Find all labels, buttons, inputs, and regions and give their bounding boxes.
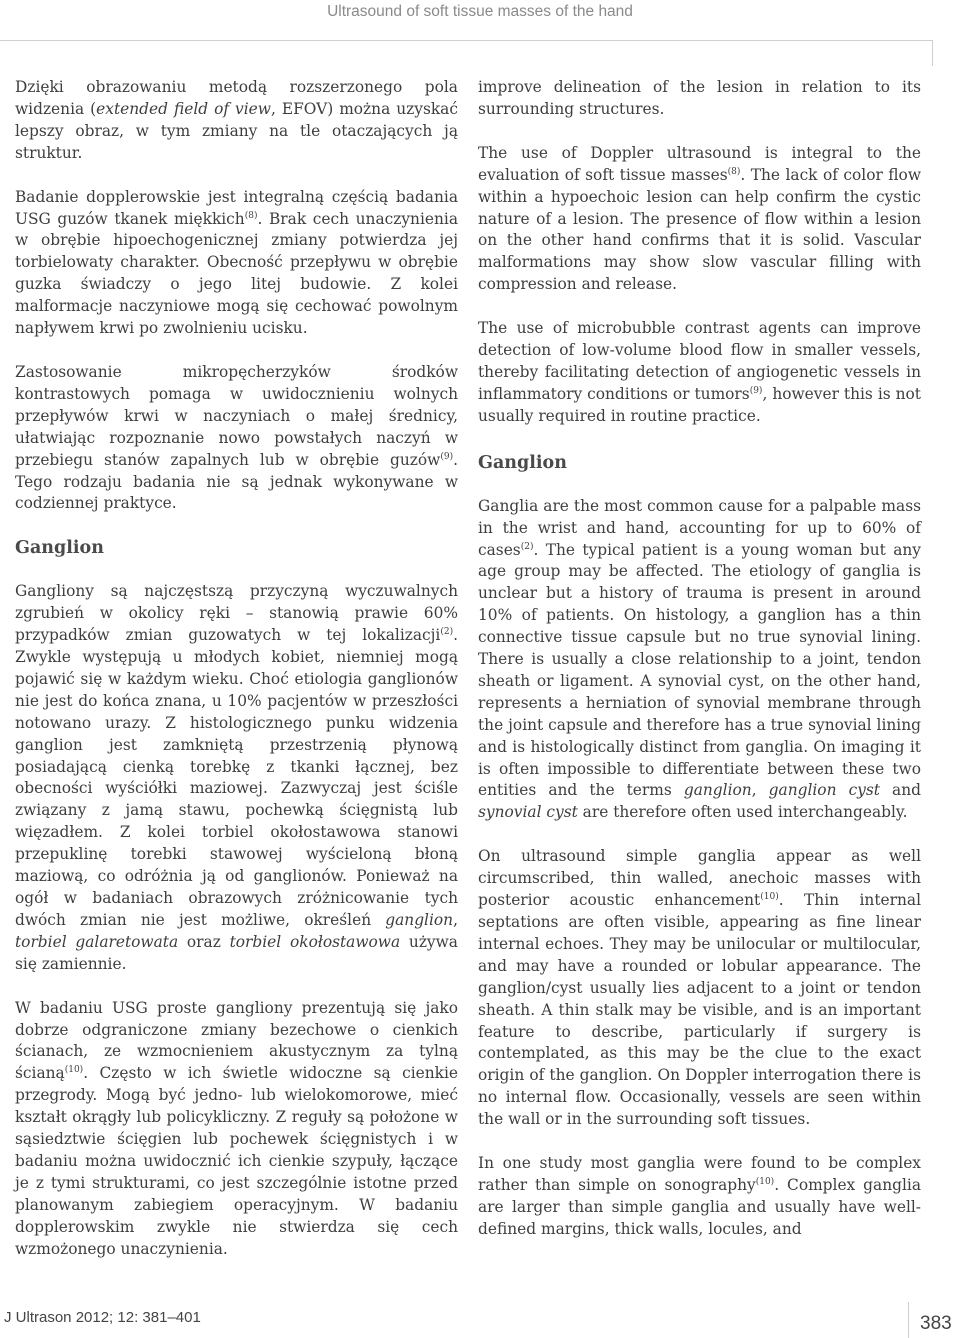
page-number: 383	[920, 1313, 952, 1334]
running-title: Ultrasound of soft tissue masses of the hand	[327, 3, 633, 20]
header-rule-corner	[932, 40, 933, 66]
paragraph: improve delineation of the lesion in relation to its surrounding structures.	[478, 78, 921, 118]
paragraph: In one study most ganglia were found to be complex rather than simple on sonography$^{(10)}$. Complex ganglia are larger than simple ganglia and usually have well-defined margins, thick walls, locules, and	[478, 1154, 921, 1238]
section-heading: Ganglion	[15, 538, 104, 559]
citation-ref: (8)	[727, 166, 741, 177]
journal-citation: J Ultrason 2012; 12: 381–401	[4, 1309, 201, 1326]
paragraph: Zastosowanie mikropęcherzyków środków kontrastowych pomaga w uwidocznieniu wolnych przepływów krwi w naczyniach o małej średnicy, ułatwiając rozpoznanie nowo powstałych naczyń w przebiegu stanów zapalnych lub w obrębie guzów$^{(9)}$. Tego rodzaju badania nie są jednak wykonywane w codziennej praktyce.	[15, 362, 458, 513]
citation-ref: (8)	[244, 210, 258, 221]
citation-ref: (10)	[760, 892, 779, 903]
paragraph: W badaniu USG proste gangliony prezentują się jako dobrze odgraniczone zmiany bezechowe o cienkich ścianach, ze wzmocnieniem akustycznym za tylną ścianą$^{(10)}$. Często w ich świetle widoczne są cienkie przegrody. Mogą być jedno- lub wielokomorowe, mieć kształt okrągły lub policykliczny. Z reguły są położone w sąsiedztwie ścięgien lub pochewek ścięgnistych i w badaniu można uwidocznić ich cienkie szypuły, łączące je z tymi strukturami, co jest szczególnie istotne przed planowanym zabiegiem operacyjnym. W badaniu dopplerowskim zwykle nie stwierdza się cech wzmożonego unaczynienia.	[15, 998, 458, 1258]
section-heading: Ganglion	[478, 452, 567, 473]
right-column	[478, 77, 921, 1263]
citation-ref: (9)	[440, 451, 454, 462]
citation-ref: (9)	[749, 385, 763, 396]
paragraph: On ultrasound simple ganglia appear as well circumscribed, thin walled, anechoic masses with posterior acoustic enhancement$^{(10)}$. Thin internal septations are often visible, appearing as fine linear internal echoes. They may be unilocular or multilocular, and may have a rounded or lobular appearance. The ganglion/cyst usually lies adjacent to a joint or tendon sheath. A thin stalk may be visible, and is an important feature to describe, particularly if surgery is contemplated, as this may be the clue to the exact origin of the ganglion. On Doppler interrogation there is no internal flow. Occasionally, vessels are seen within the wall or in the surrounding soft tissues.	[478, 847, 921, 1129]
header-rule	[0, 40, 932, 41]
citation-ref: (2)	[520, 541, 534, 552]
citation-ref: (2)	[440, 627, 454, 638]
citation-ref: (10)	[64, 1065, 84, 1076]
citation-ref: (10)	[755, 1176, 775, 1187]
paragraph: Dzięki obrazowaniu metodą rozszerzonego pola widzenia (extended field of view, EFOV) można uzyskać lepszy obraz, w tym zmiany na tle otaczających ją struktur.	[15, 78, 458, 162]
paragraph: Gangliony są najczęstszą przyczyną wyczuwalnych zgrubień w okolicy ręki – stanowią prawie 60% przypadków zmian guzowatych w tej lokalizacji$^{(2)}$. Zwykle występują u młodych kobiet, niemniej mogą pojawić się w każdym wieku. Choć etiologia ganglionów nie jest do końca znana, u 10% pacjentów w przeszłości notowano urazy. Z histologicznego punku widzenia ganglion jest zamkniętą przestrzenią płynową posiadającą cienką torebkę z tkanki łącznej, bez obecności wyściółki maziowej. Zazwyczaj jest ściśle związany z jamą stawu, pochewką ścięgnistą lub więzadłem. Z kolei torbiel okołostawowa stanowi przepuklinę torebki stawowej wyścieloną błoną maziową, co odróżnia ją od ganglionów. Ponieważ na ogół w badaniach obrazowych zróżnicowanie tych dwóch zmian nie jest możliwe, określeń ganglion, torbiel galaretowata oraz torbiel okołostawowa używa się zamiennie.	[15, 582, 458, 973]
paragraph: The use of Doppler ultrasound is integral to the evaluation of soft tissue masses$^{(8)}$. The lack of color flow within a hypoechoic lesion can help confirm the cystic nature of a lesion. The presence of flow within a lesion on the other hand confirms that it is solid. Vascular malformations may show slow vascular filling with compression and release.	[478, 143, 921, 294]
paragraph: Badanie dopplerowskie jest integralną częścią badania USG guzów tkanek miękkich$^{(8)}$. Brak cech unaczynienia w obrębie hipoechogenicznej zmiany potwierdza jej torbielowaty charakter. Obecność przepływu w obrębie guzka świadczy o jego litej budowie. Z kolei malformacje naczyniowe mogą się cechować powolnym napływem krwi po zwolnieniu ucisku.	[15, 187, 458, 338]
paragraph: Ganglia are the most common cause for a palpable mass in the wrist and hand, accounting for up to 60% of cases$^{(2)}$. The typical patient is a young woman but any age group may be affected. The etiology of ganglia is unclear but a history of trauma is present in around 10% of patients. On histology, a ganglion has a thin connective tissue capsule but no true synovial lining. There is usually a close relationship to a joint, tendon sheath or ligament. A synovial cyst, on the other hand, represents a herniation of synovial membrane through the joint capsule and therefore has a true synovial lining and is histologically distinct from ganglia. On imaging it is often impossible to differentiate between these two entities and the terms ganglion, ganglion cyst and synovial cyst are therefore often used interchangeably.	[478, 496, 921, 822]
paragraph: The use of microbubble contrast agents can improve detection of low-volume blood flow in smaller vessels, thereby facilitating detection of angiogenetic vessels in inflammatory conditions or tumors$^{(9)}$, however this is not usually required in routine practice.	[478, 319, 921, 425]
left-column	[15, 77, 458, 1283]
footer-rule	[908, 1302, 909, 1338]
